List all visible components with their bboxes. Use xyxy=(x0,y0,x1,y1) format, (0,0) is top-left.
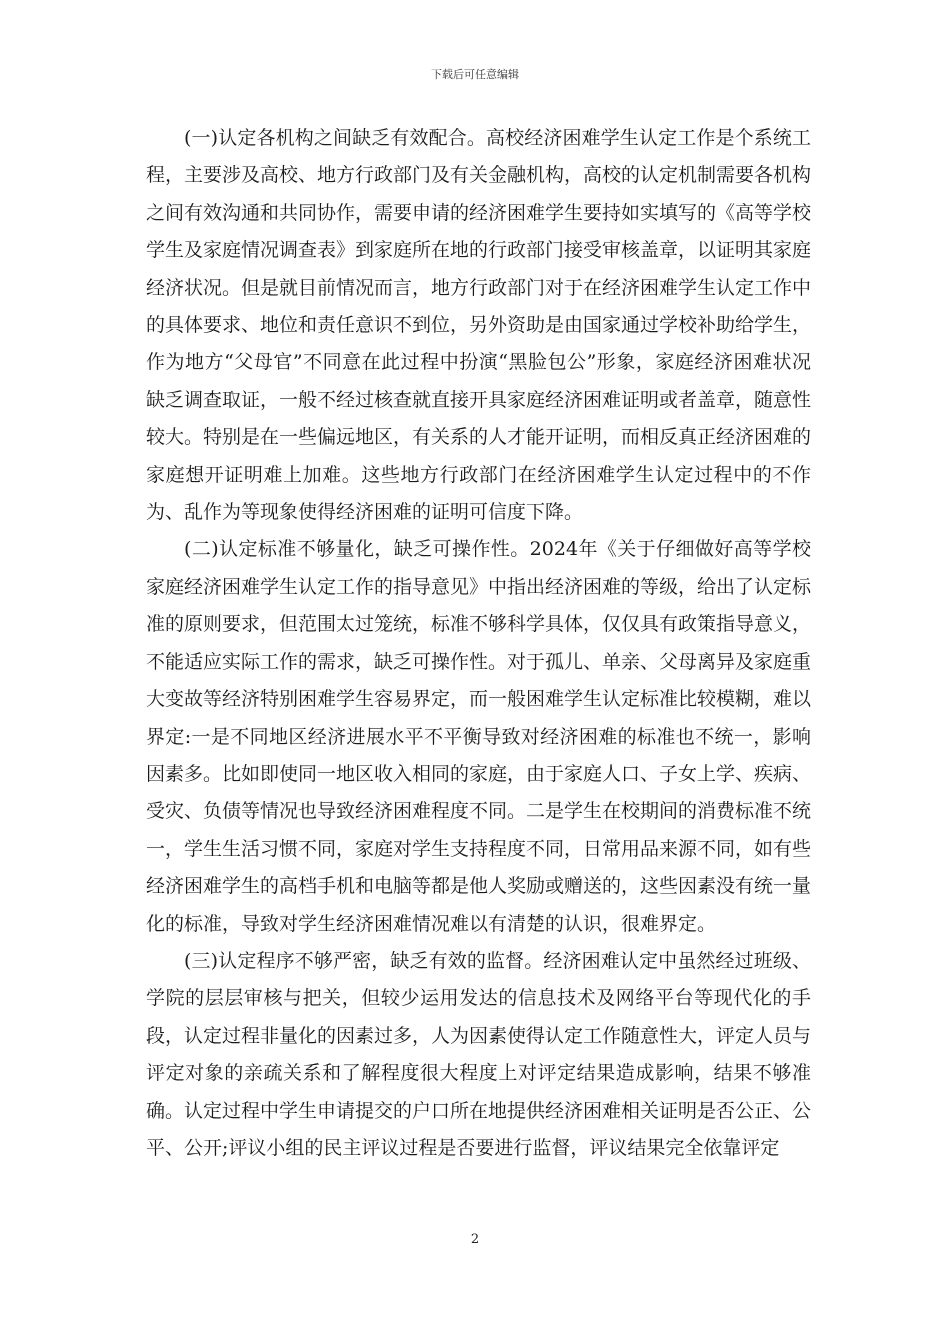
paragraph-3: (三)认定程序不够严密，缺乏有效的监督。经济困难认定中虽然经过班级、学院的层层审核与把关，但较少运用发达的信息技术及网络平台等现代化的手段，认定过程非量化的因素过多，人为因素使得认定工作随意性大，评定人员与评定对象的亲疏关系和了解程度很大程度上对评定结果造成影响，结果不够准确。认定过程中学生申请提交的户口所在地提供经济困难相关证明是否公正、公平、公开;评议小组的民主评议过程是否要进行监督，评议结果完全依靠评定 xyxy=(146,949,812,1159)
page-number: 2 xyxy=(470,1232,480,1247)
document-body xyxy=(146,120,811,1167)
paragraph-2: (二)认定标准不够量化，缺乏可操作性。2024年《关于仔细做好高等学校家庭经济困难学生认定工作的指导意见》中指出经济困难的等级，给出了认定标准的原则要求，但范围太过笼统，标准不够科学具体，仅仅具有政策指导意义，不能适应实际工作的需求，缺乏可操作性。对于孤儿、单亲、父母离异及家庭重大变故等经济特别困难学生容易界定，而一般困难学生认定标准比较模糊，难以界定:一是不同地区经济进展水平不平衡导致对经济困难的标准也不统一，影响因素多。比如即使同一地区收入相同的家庭，由于家庭人口、子女上学、疾病、受灾、负债等情况也导致经济困难程度不同。二是学生在校期间的消费标准不统一，学生生活习惯不同，家庭对学生支持程度不同，日常用品来源不同，如有些经济困难学生的高档手机和电脑等都是他人奖励或赠送的，这些因素没有统一量化的标准，导致对学生经济困难情况难以有清楚的认识，很难界定。 xyxy=(146,538,812,935)
page-header: 下载后可任意编辑 xyxy=(431,68,519,81)
paragraph-1: (一)认定各机构之间缺乏有效配合。高校经济困难学生认定工作是个系统工程，主要涉及高校、地方行政部门及有关金融机构，高校的认定机制需要各机构之间有效沟通和共同协作，需要申请的经济困难学生要持如实填写的《高等学校学生及家庭情况调查表》到家庭所在地的行政部门接受审核盖章，以证明其家庭经济状况。但是就目前情况而言，地方行政部门对于在经济困难学生认定工作中的具体要求、地位和责任意识不到位，另外资助是由国家通过学校补助给学生，作为地方“父母官”不同意在此过程中扮演“黑脸包公”形象，家庭经济困难状况缺乏调查取证，一般不经过核查就直接开具家庭经济困难证明或者盖章，随意性较大。特别是在一些偏远地区，有关系的人才能开证明，而相反真正经济困难的家庭想开证明难上加难。这些地方行政部门在经济困难学生认定过程中的不作为、乱作为等现象使得经济困难的证明可信度下降。 xyxy=(146,127,812,524)
